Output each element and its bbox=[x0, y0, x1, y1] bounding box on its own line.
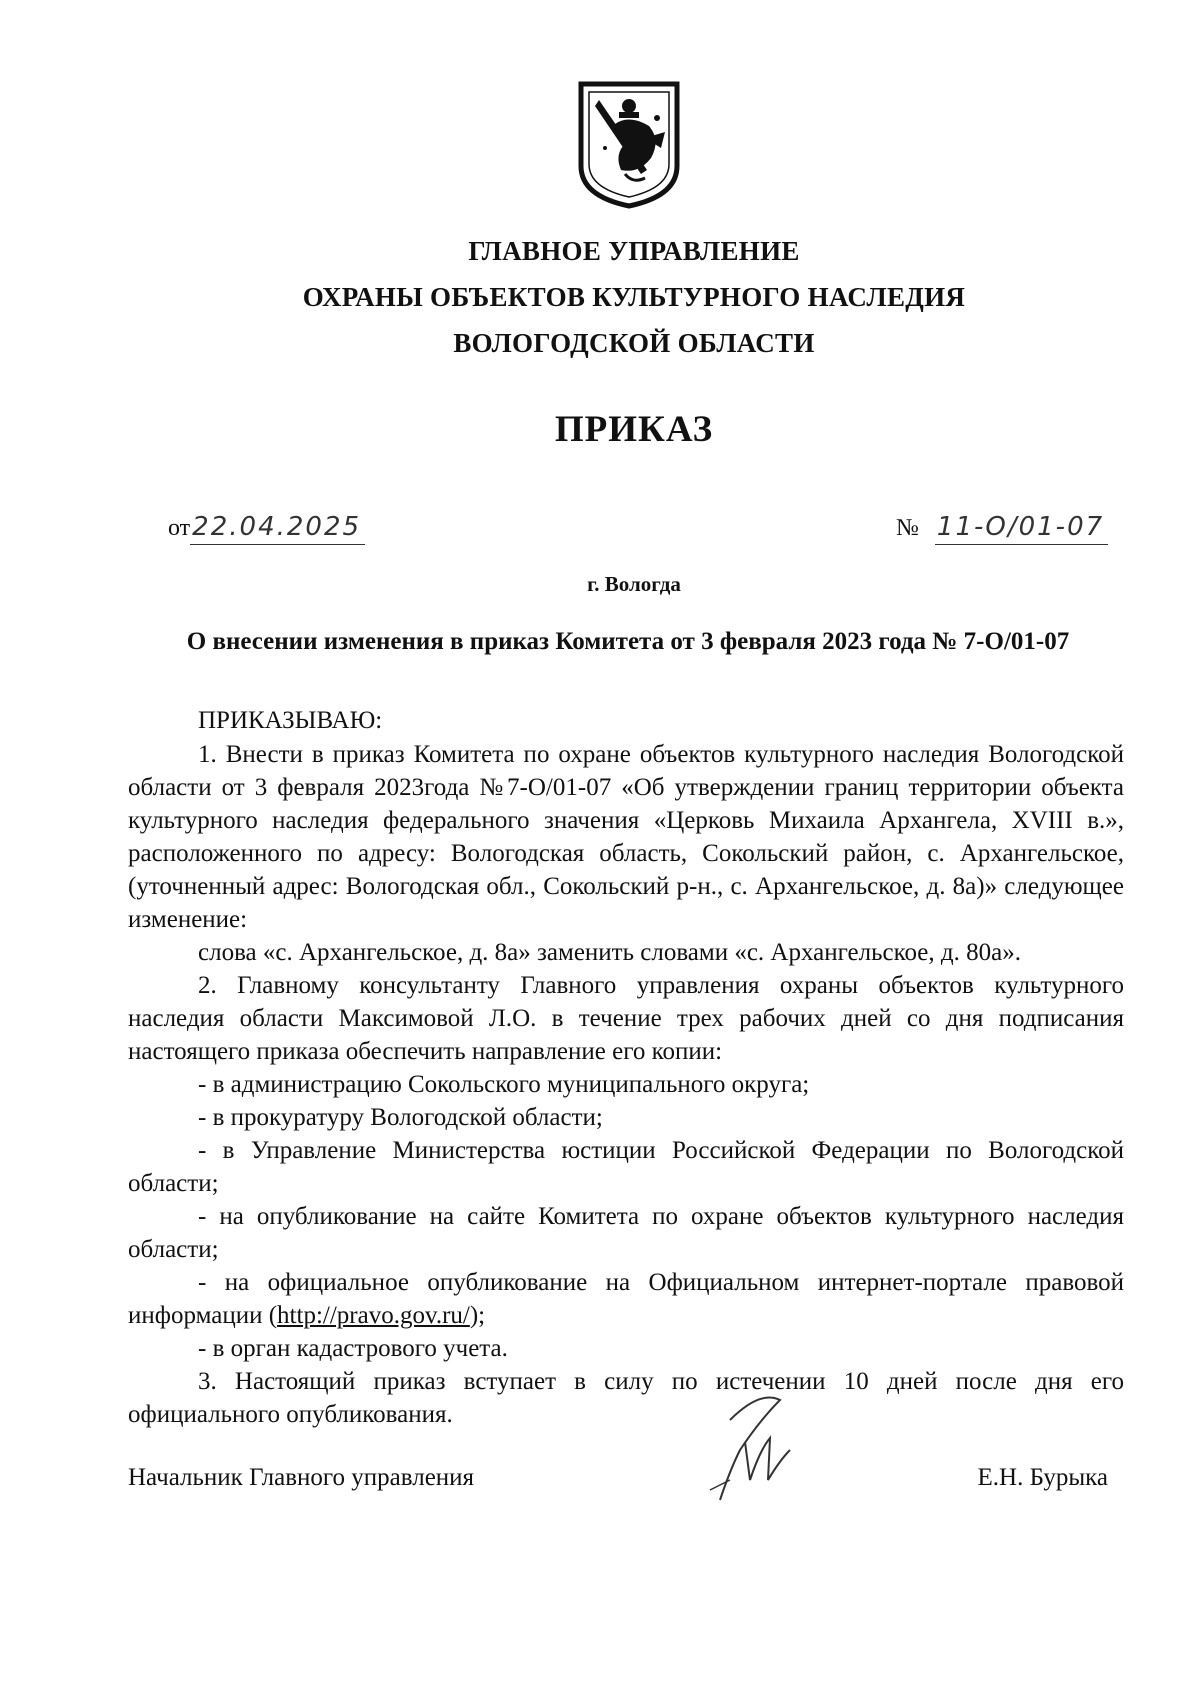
number-value: 11-О/01-07 bbox=[935, 512, 1108, 545]
city: г. Вологда bbox=[587, 572, 681, 596]
paragraph-3: 3. Настоящий приказ вступает в силу по истечении 10 дней после дня его официального опубликования. bbox=[128, 1368, 1124, 1428]
document-type: ПРИКАЗ bbox=[554, 409, 714, 450]
bullet-3: - в Управление Министерства юстиции Российской Федерации по Вологодской области; bbox=[128, 1137, 1124, 1197]
document-title: О внесении изменения в приказ Комитета от 3 февраля 2023 года № 7-О/01-07 bbox=[186, 628, 1070, 655]
paragraph-1a: слова «с. Архангельское, д. 8а» заменить словами «с. Архангельское, д. 80а». bbox=[198, 939, 1021, 966]
date-value: 22.04.2025 bbox=[190, 512, 365, 545]
heading-line-1: ГЛАВНОЕ УПРАВЛЕНИЕ bbox=[468, 236, 800, 266]
coat-of-arms-emblem bbox=[575, 78, 683, 210]
paragraph-2: 2. Главному консультанту Главного управления охраны объектов культурного наследия области Максимовой Л.О. в течение трех рабочих дней со дня подписания настоящего приказа обеспечить направление его копии: bbox=[128, 972, 1124, 1065]
pravo-link[interactable]: http://pravo.gov.ru/ bbox=[277, 1302, 470, 1329]
bullet-1: - в администрацию Сокольского муниципального округа; bbox=[198, 1071, 810, 1098]
heading-line-2: ОХРАНЫ ОБЪЕКТОВ КУЛЬТУРНОГО НАСЛЕДИЯ bbox=[302, 282, 966, 312]
organization-heading bbox=[0, 228, 1200, 366]
signer-name: Е.Н. Бурыка bbox=[977, 1464, 1108, 1491]
bullet-5-text: - на официальное опубликование на Официальном интернет-портале правовой информации ( bbox=[128, 1269, 1124, 1329]
number-line bbox=[896, 512, 1108, 545]
paragraph-1: 1. Внести в приказ Комитета по охране объектов культурного наследия Вологодской области от 3 февраля 2023года №7-О/01-07 «Об утверждении границ территории объекта культурного наследия федерального значения «Церковь Михаила Архангела, XVIII в.», расположенного по адресу: Вологодская область, Сокольский район, с. Архангельское, (уточненный адрес: Вологодская обл., Сокольский р-н., с. Архангельское, д. 8а)» следующее изменение: bbox=[128, 741, 1124, 933]
date-line bbox=[168, 512, 365, 545]
bullet-4: - на опубликование на сайте Комитета по охране объектов культурного наследия области; bbox=[128, 1203, 1124, 1263]
bullet-2: - в прокуратуру Вологодской области; bbox=[198, 1104, 603, 1131]
heading-line-3: ВОЛОГОДСКОЙ ОБЛАСТИ bbox=[453, 328, 815, 358]
bullet-5-end: ); bbox=[469, 1302, 486, 1329]
bullet-5 bbox=[128, 1266, 1124, 1332]
date-prefix: от bbox=[168, 515, 191, 541]
signer-position: Начальник Главного управления bbox=[128, 1464, 475, 1491]
handwritten-signature bbox=[690, 1380, 810, 1510]
document-body bbox=[128, 704, 1124, 1431]
bullet-6: - в орган кадастрового учета. bbox=[198, 1335, 508, 1362]
number-prefix: № bbox=[896, 515, 919, 541]
order-word: ПРИКАЗЫВАЮ: bbox=[198, 707, 383, 734]
